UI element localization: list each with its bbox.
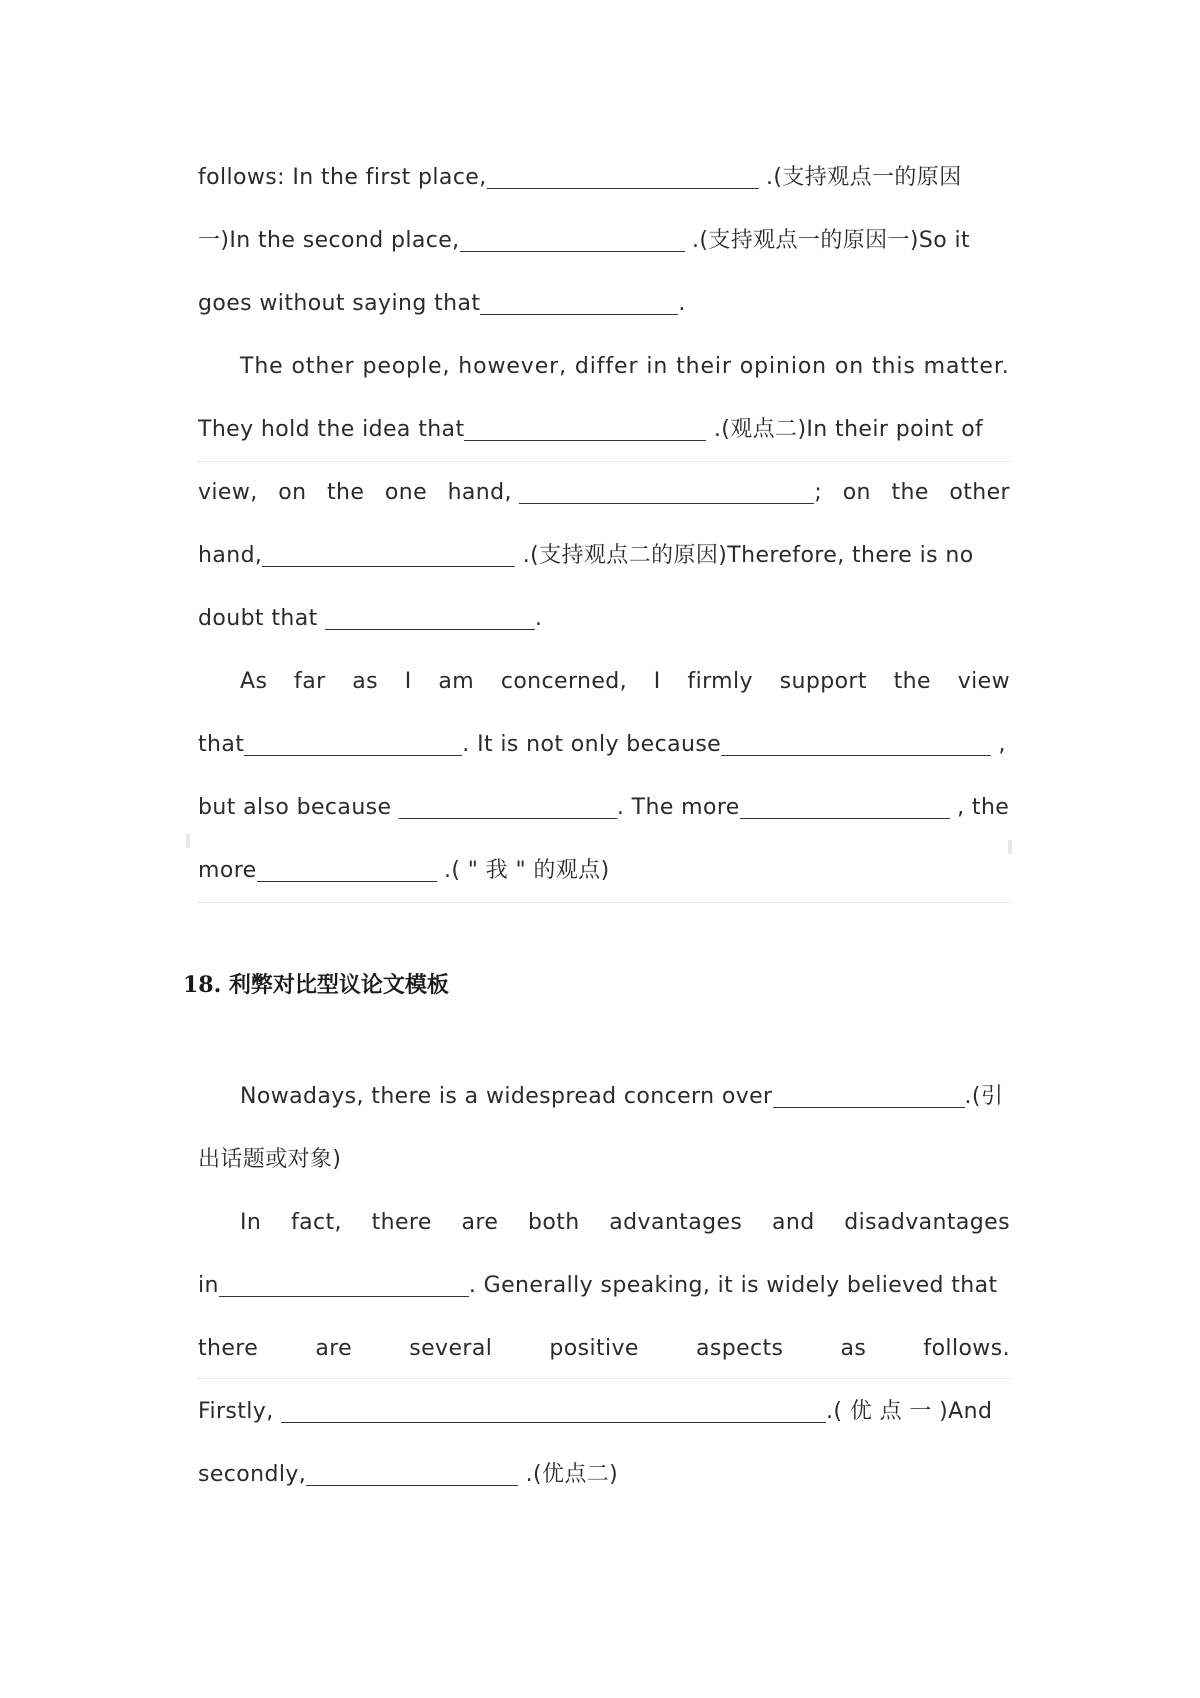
fill-blank[interactable] — [460, 225, 685, 252]
text-fragment: , the — [949, 795, 1010, 820]
text-fragment: .(引 — [964, 1084, 1004, 1109]
text-line — [198, 473, 1010, 513]
text-fragment: more — [198, 858, 257, 883]
word: one — [384, 480, 428, 505]
text-fragment: .(观点二)In their point of — [706, 417, 984, 442]
text-fragment: . It is not only because — [462, 732, 722, 757]
word: as — [840, 1336, 867, 1361]
text-fragment: They hold the idea that — [198, 417, 465, 442]
word: aspects — [695, 1336, 784, 1361]
text-line — [198, 788, 1010, 828]
text-fragment: Firstly, — [198, 1399, 282, 1424]
text-line — [240, 662, 1010, 702]
word: far — [294, 669, 326, 694]
word: I — [404, 669, 412, 694]
text-line — [198, 536, 1010, 576]
text-fragment: .( " 我 " 的观点) — [436, 858, 610, 883]
text-fragment: goes without saying that — [198, 291, 481, 316]
text-line — [198, 284, 1010, 324]
word: both — [527, 1210, 580, 1235]
word: I — [653, 669, 661, 694]
dotted-divider — [198, 461, 1010, 462]
text-fragment: .(支持观点一的原因一)So it — [684, 228, 971, 253]
fill-blank[interactable] — [519, 477, 814, 504]
scan-speck — [186, 834, 190, 848]
text-fragment: . — [535, 606, 543, 631]
text-fragment: 出话题或对象) — [198, 1147, 342, 1172]
fill-blank[interactable] — [721, 729, 991, 756]
word: In — [240, 1210, 262, 1235]
word: the — [893, 669, 931, 694]
fill-blank[interactable] — [480, 288, 678, 315]
text-fragment: . Generally speaking, it is widely believed that — [468, 1273, 998, 1298]
word: disadvantages — [844, 1210, 1010, 1235]
word: positive — [549, 1336, 639, 1361]
text-line — [198, 725, 1010, 765]
word: view, — [198, 480, 258, 505]
fill-blank[interactable] — [262, 540, 515, 567]
text-fragment: follows: In the first place, — [198, 165, 487, 190]
word: on — [842, 480, 871, 505]
section-heading: 18. 利弊对比型议论文模板 — [183, 972, 449, 998]
word: support — [779, 669, 867, 694]
text-line — [198, 1455, 1010, 1495]
text-fragment: . — [678, 291, 686, 316]
text-fragment: doubt that — [198, 606, 326, 631]
word: fact, — [290, 1210, 342, 1235]
text-fragment: in — [198, 1273, 219, 1298]
dotted-divider — [198, 902, 1010, 903]
fill-blank[interactable] — [257, 855, 437, 882]
text-fragment: but also because — [198, 795, 399, 820]
dotted-divider — [198, 1378, 1010, 1379]
fill-blank[interactable] — [281, 1396, 826, 1423]
word: several — [409, 1336, 493, 1361]
text-line — [198, 1140, 1010, 1180]
text-line — [240, 1077, 1010, 1117]
fill-blank[interactable] — [399, 792, 617, 819]
word: firmly — [687, 669, 753, 694]
scan-speck — [1008, 840, 1012, 854]
text-fragment: hand, — [198, 543, 263, 568]
text-fragment: .(优点二) — [518, 1462, 619, 1487]
text-fragment: ; — [814, 480, 823, 505]
text-fragment: .( 优 点 一 )And — [826, 1399, 993, 1424]
fill-blank[interactable] — [219, 1270, 469, 1297]
fill-blank[interactable] — [244, 729, 462, 756]
word: concerned, — [500, 669, 628, 694]
word: and — [771, 1210, 815, 1235]
fill-blank[interactable] — [773, 1081, 965, 1108]
fill-blank[interactable] — [306, 1459, 518, 1486]
word: there — [371, 1210, 432, 1235]
text-fragment: secondly, — [198, 1462, 307, 1487]
text-line — [198, 1392, 1010, 1432]
text-line — [198, 158, 1010, 198]
word: are — [461, 1210, 499, 1235]
word: advantages — [609, 1210, 743, 1235]
word: are — [315, 1336, 353, 1361]
word: view — [957, 669, 1010, 694]
word: am — [438, 669, 475, 694]
text-line — [240, 1203, 1010, 1243]
word: on — [278, 480, 307, 505]
text-fragment: that — [198, 732, 245, 757]
text-fragment: . The more — [616, 795, 740, 820]
text-line — [198, 410, 1010, 450]
text-line — [198, 599, 1010, 639]
text-line — [198, 221, 1010, 261]
text-fragment: .(支持观点一的原因 — [758, 165, 962, 190]
text-fragment: The other people, however, differ in their opinion on this matter. — [240, 354, 1010, 379]
text-fragment: , — [991, 732, 1006, 757]
text-line — [198, 1266, 1010, 1306]
fill-blank[interactable] — [740, 792, 950, 819]
fill-blank[interactable] — [464, 414, 706, 441]
text-line — [198, 851, 1010, 891]
word: other — [949, 480, 1010, 505]
word: the — [891, 480, 929, 505]
text-fragment: 一)In the second place, — [198, 228, 460, 253]
word: the — [327, 480, 365, 505]
word: hand, — [447, 480, 512, 505]
fill-blank[interactable] — [325, 603, 535, 630]
word: follows. — [923, 1336, 1010, 1361]
fill-blank[interactable] — [487, 162, 759, 189]
text-fragment: Nowadays, there is a widespread concern over — [240, 1084, 773, 1109]
word: as — [352, 669, 379, 694]
text-line — [240, 347, 1010, 387]
word: As — [240, 669, 268, 694]
text-line — [198, 1329, 1010, 1369]
word: there — [198, 1336, 259, 1361]
text-fragment: .(支持观点二的原因)Therefore, there is no — [515, 543, 974, 568]
